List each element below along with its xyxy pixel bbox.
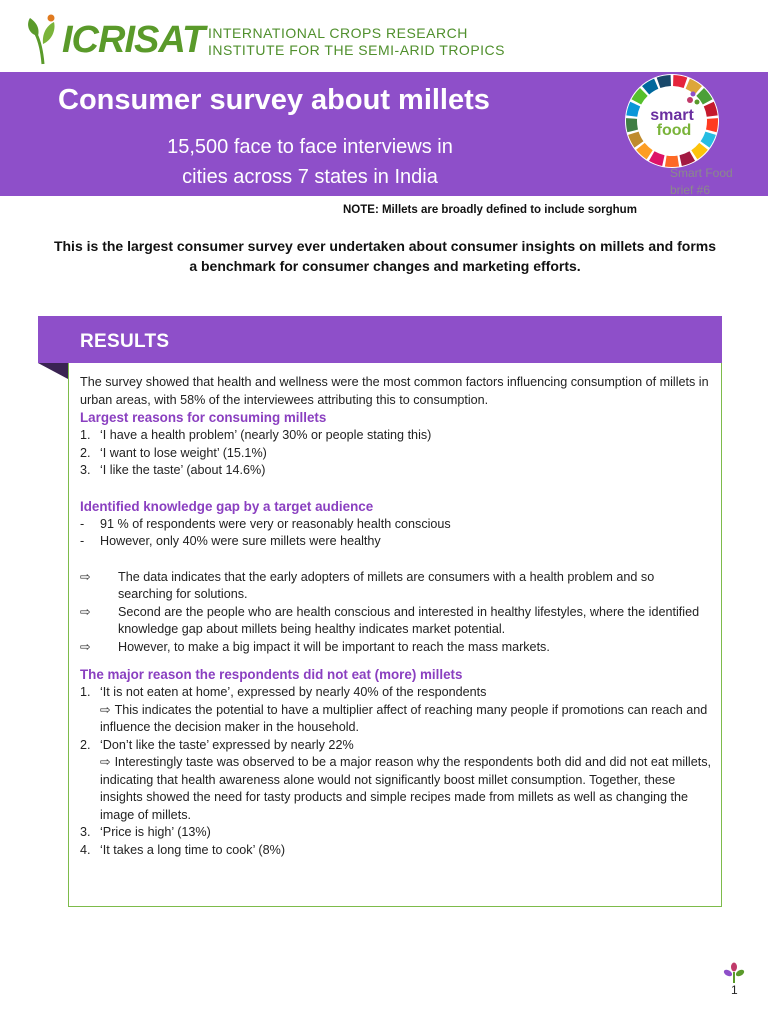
note-text: NOTE: Millets are broadly defined to include sorghum [343,204,637,216]
page-subtitle [100,132,520,192]
list-item: 1. ‘I have a health problem’ (nearly 30% or people stating this) [80,428,432,442]
insights-list [80,569,712,657]
organization-name [208,25,505,59]
page-number: 1 [731,983,738,997]
intro-paragraph: This is the largest consumer survey ever undertaken about consumer insights on millets and forms a benchmark for consumer changes and marketing efforts. [53,238,717,274]
results-content [80,374,712,859]
not-eat-list [80,684,712,859]
list-item: - However, only 40% were sure millets were healthy [80,534,381,548]
org-name-line1: INTERNATIONAL CROPS RESEARCH [208,25,468,41]
list-item: ⇨ The data indicates that the early adopters of millets are consumers with a health problem and so searching for solutions. [80,569,655,601]
list-item: 3. ‘Price is high’ (13%) [80,825,211,839]
arrow-right-icon: ⇨ [80,639,91,654]
badge-text-food: food [656,122,692,139]
arrow-right-icon: ⇨ [80,569,91,584]
icrisat-logo [26,12,204,68]
org-name-line2: INSTITUTE FOR THE SEMI-ARID TROPICS [208,42,506,58]
smart-food-badge-icon [620,72,724,170]
results-title: RESULTS [80,331,170,352]
list-item: ⇨ However, to make a big impact it will be important to reach the mass markets. [80,639,712,657]
reasons-heading: Largest reasons for consuming millets [80,410,327,425]
list-item: 2. ‘I want to lose weight’ (15.1%) [80,445,267,460]
not-eat-heading: The major reason the respondents did not eat (more) millets [80,667,463,682]
list-item: - 91 % of respondents were very or reasonably health conscious [80,516,451,531]
arrow-right-icon: ⇨ [100,702,111,717]
subtitle-line2: cities across 7 states in India [182,166,438,188]
list-item: 4. ‘It takes a long time to cook’ (8%) [80,842,286,857]
arrow-right-icon: ⇨ [80,604,91,619]
leaf-logo-icon [26,14,60,66]
list-item: 3. ‘I like the taste’ (about 14.6%) [80,463,266,477]
subtitle-line1: 15,500 face to face interviews in [167,136,453,158]
brief-label [670,165,750,199]
sub-point: ⇨ This indicates the potential to have a multiplier affect of reaching many people if promotions can reach and influence the decision maker in the household. [100,702,708,734]
sub-point: ⇨ Interestingly taste was observed to be a major reason why the respondents both did and did not eat millets, indicating that health awareness alone would not significantly boost millet consumption. Together, these insights showed the need for tasty products and simple recipes made from millets as well as changing the image of millets. [100,755,712,822]
brief-line1: Smart Food [670,166,733,180]
list-item: 2. ‘Don’t like the taste’ expressed by nearly 22% ⇨ Interestingly taste was observed to be a major reason why the respondents both did and did not eat millets, indicating that health awareness alone would not significantly boost millet consumption. Together, these insights showed the need for tasty products and simple recipes made from millets as well as changing the image of millets. [80,737,712,825]
arrow-right-icon: ⇨ [100,755,111,769]
list-item: ⇨ Second are the people who are health conscious and interested in healthy lifestyles, where the identified knowledge gap about millets being healthy indicates market potential. [80,604,700,636]
knowledge-gap-heading: Identified knowledge gap by a target audience [80,498,374,514]
list-item: 1. ‘It is not eaten at home’, expressed by nearly 40% of the respondents ⇨ This indicates the potential to have a multiplier affect of reaching many people if promotions can reach and influence the decision maker in the household. [80,684,712,737]
knowledge-gap-list [80,516,712,551]
reasons-list [80,427,712,480]
smart-food-mini-logo-icon [722,962,746,984]
results-lead: The survey showed that health and wellness were the most common factors influencing consumption of millets in urban areas, with 58% of the interviewees attributing this to consumption. [80,375,709,407]
badge-text-smart: smart [650,107,694,124]
brief-line2: brief #6 [670,183,711,197]
logo-wordmark: ICRISAT [62,18,205,61]
page-title: Consumer survey about millets [58,84,490,116]
results-header-fold [38,363,68,379]
